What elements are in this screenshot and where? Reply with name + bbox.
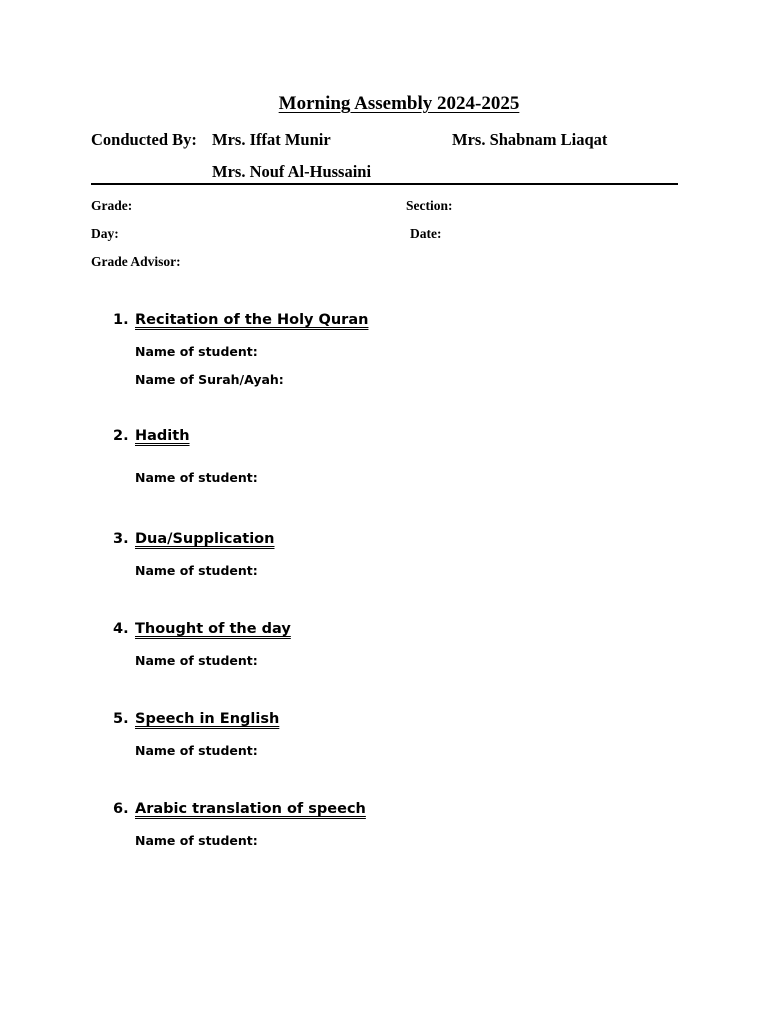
student-name-label: Name of student: (135, 743, 258, 758)
student-name-label: Name of student: (135, 653, 258, 668)
teacher-name-1: Mrs. Iffat Munir (212, 130, 331, 149)
grade-label: Grade: (91, 198, 133, 213)
document-title: Morning Assembly 2024-2025 (278, 93, 520, 114)
item-title-thought: Thought of the day (135, 621, 291, 637)
item-number: 5. (113, 711, 129, 727)
header-divider (91, 183, 678, 185)
grade-advisor-label: Grade Advisor: (91, 254, 181, 269)
item-title-arabic-translation: Arabic translation of speech (135, 801, 366, 817)
item-title-dua: Dua/Supplication (135, 531, 275, 547)
student-name-label: Name of student: (135, 563, 258, 578)
teacher-name-2: Mrs. Shabnam Liaqat (452, 130, 608, 149)
student-name-label: Name of student: (135, 833, 258, 848)
item-title-hadith: Hadith (135, 428, 190, 444)
surah-ayah-label: Name of Surah/Ayah: (135, 372, 284, 387)
student-name-label: Name of student: (135, 344, 258, 359)
item-number: 6. (113, 801, 129, 817)
item-number: 1. (113, 312, 129, 328)
teacher-name-3: Mrs. Nouf Al-Hussaini (212, 162, 372, 181)
day-label: Day: (91, 226, 119, 241)
item-number: 4. (113, 621, 129, 637)
student-name-label: Name of student: (135, 470, 258, 485)
item-title-recitation: Recitation of the Holy Quran (135, 312, 369, 328)
section-label: Section: (406, 198, 453, 213)
item-number: 2. (113, 428, 129, 444)
conducted-by-label: Conducted By: (91, 130, 197, 149)
item-title-speech-english: Speech in English (135, 711, 280, 727)
item-number: 3. (113, 531, 129, 547)
date-label: Date: (410, 226, 442, 241)
